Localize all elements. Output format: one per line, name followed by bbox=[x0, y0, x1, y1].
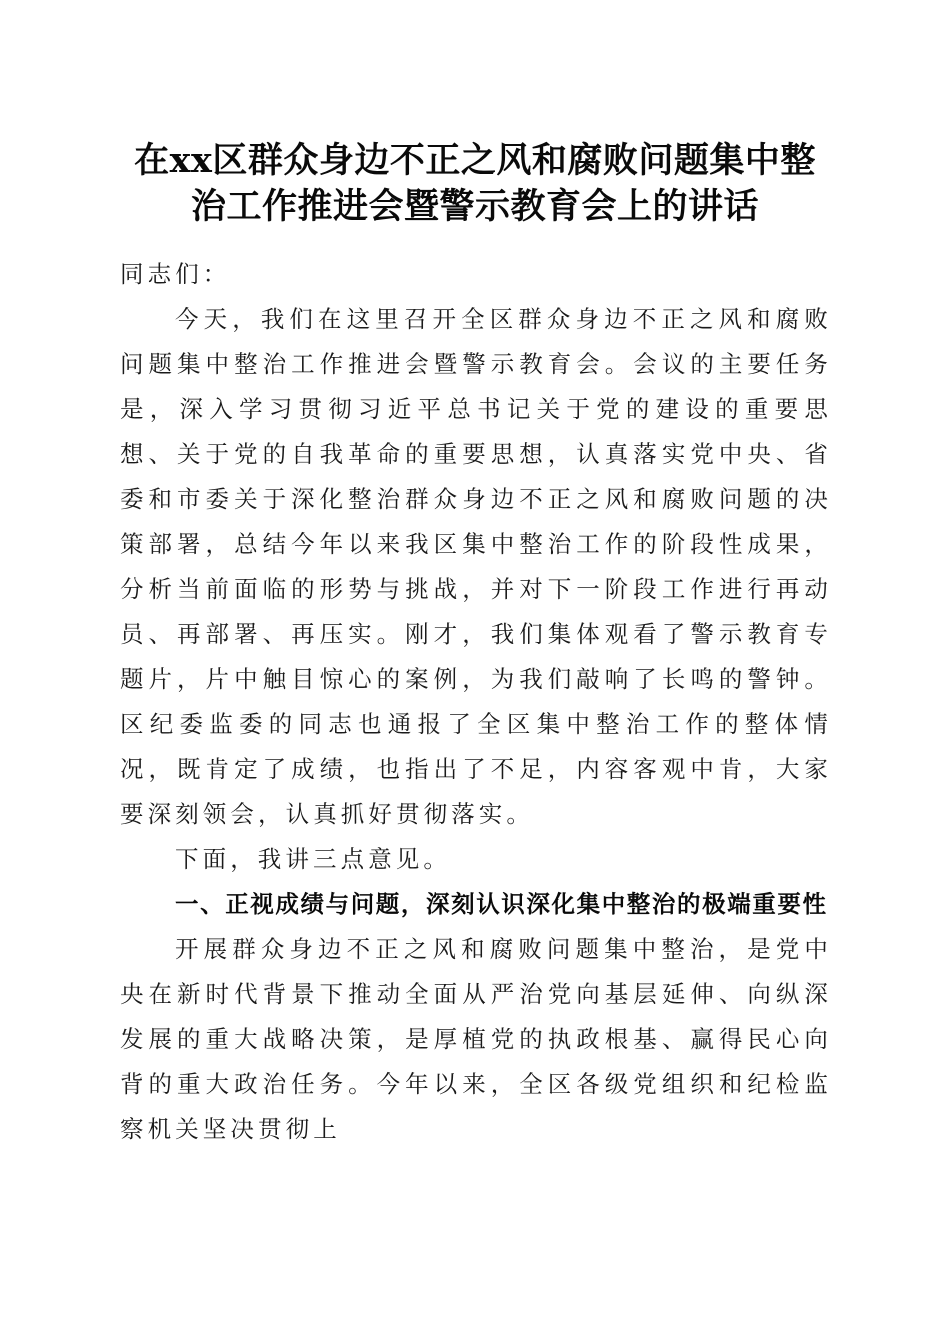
section-1-paragraph: 开展群众身边不正之风和腐败问题集中整治，是党中央在新时代背景下推动全面从严治党向基层延伸、向纵深发展的重大战略决策，是厚植党的执政根基、赢得民心向背的重大政治任务。今年以来，全区各级党组织和纪检监察机关坚决贯彻上 bbox=[120, 935, 832, 1143]
section-heading-1: 一、正视成绩与问题，深刻认识深化集中整治的极端重要性 bbox=[175, 890, 828, 918]
title-line-1: 在xx区群众身边不正之风和腐败问题集中整 bbox=[134, 140, 816, 181]
transition-paragraph: 下面，我讲三点意见。 bbox=[175, 845, 451, 873]
opening-paragraph: 今天，我们在这里召开全区群众身边不正之风和腐败问题集中整治工作推进会暨警示教育会。会议的主要任务是，深入学习贯彻习近平总书记关于党的建设的重要思想、关于党的自我革命的重要思想，认真落实党中央、省委和市委关于深化整治群众身边不正之风和腐败问题的决策部署，总结今年以来我区集中整治工作的阶段性成果，分析当前面临的形势与挑战，并对下一阶段工作进行再动员、再部署、再压实。刚才，我们集体观看了警示教育专题片，片中触目惊心的案例，为我们敲响了长鸣的警钟。区纪委监委的同志也通报了全区集中整治工作的整体情况，既肯定了成绩，也指出了不足，内容客观中肯，大家要深刻领会，认真抓好贯彻落实。 bbox=[120, 305, 832, 828]
title-line-2: 治工作推进会暨警示教育会上的讲话 bbox=[190, 186, 759, 227]
salutation: 同志们： bbox=[120, 260, 231, 288]
document-title bbox=[100, 138, 850, 230]
document-body bbox=[120, 252, 832, 1152]
